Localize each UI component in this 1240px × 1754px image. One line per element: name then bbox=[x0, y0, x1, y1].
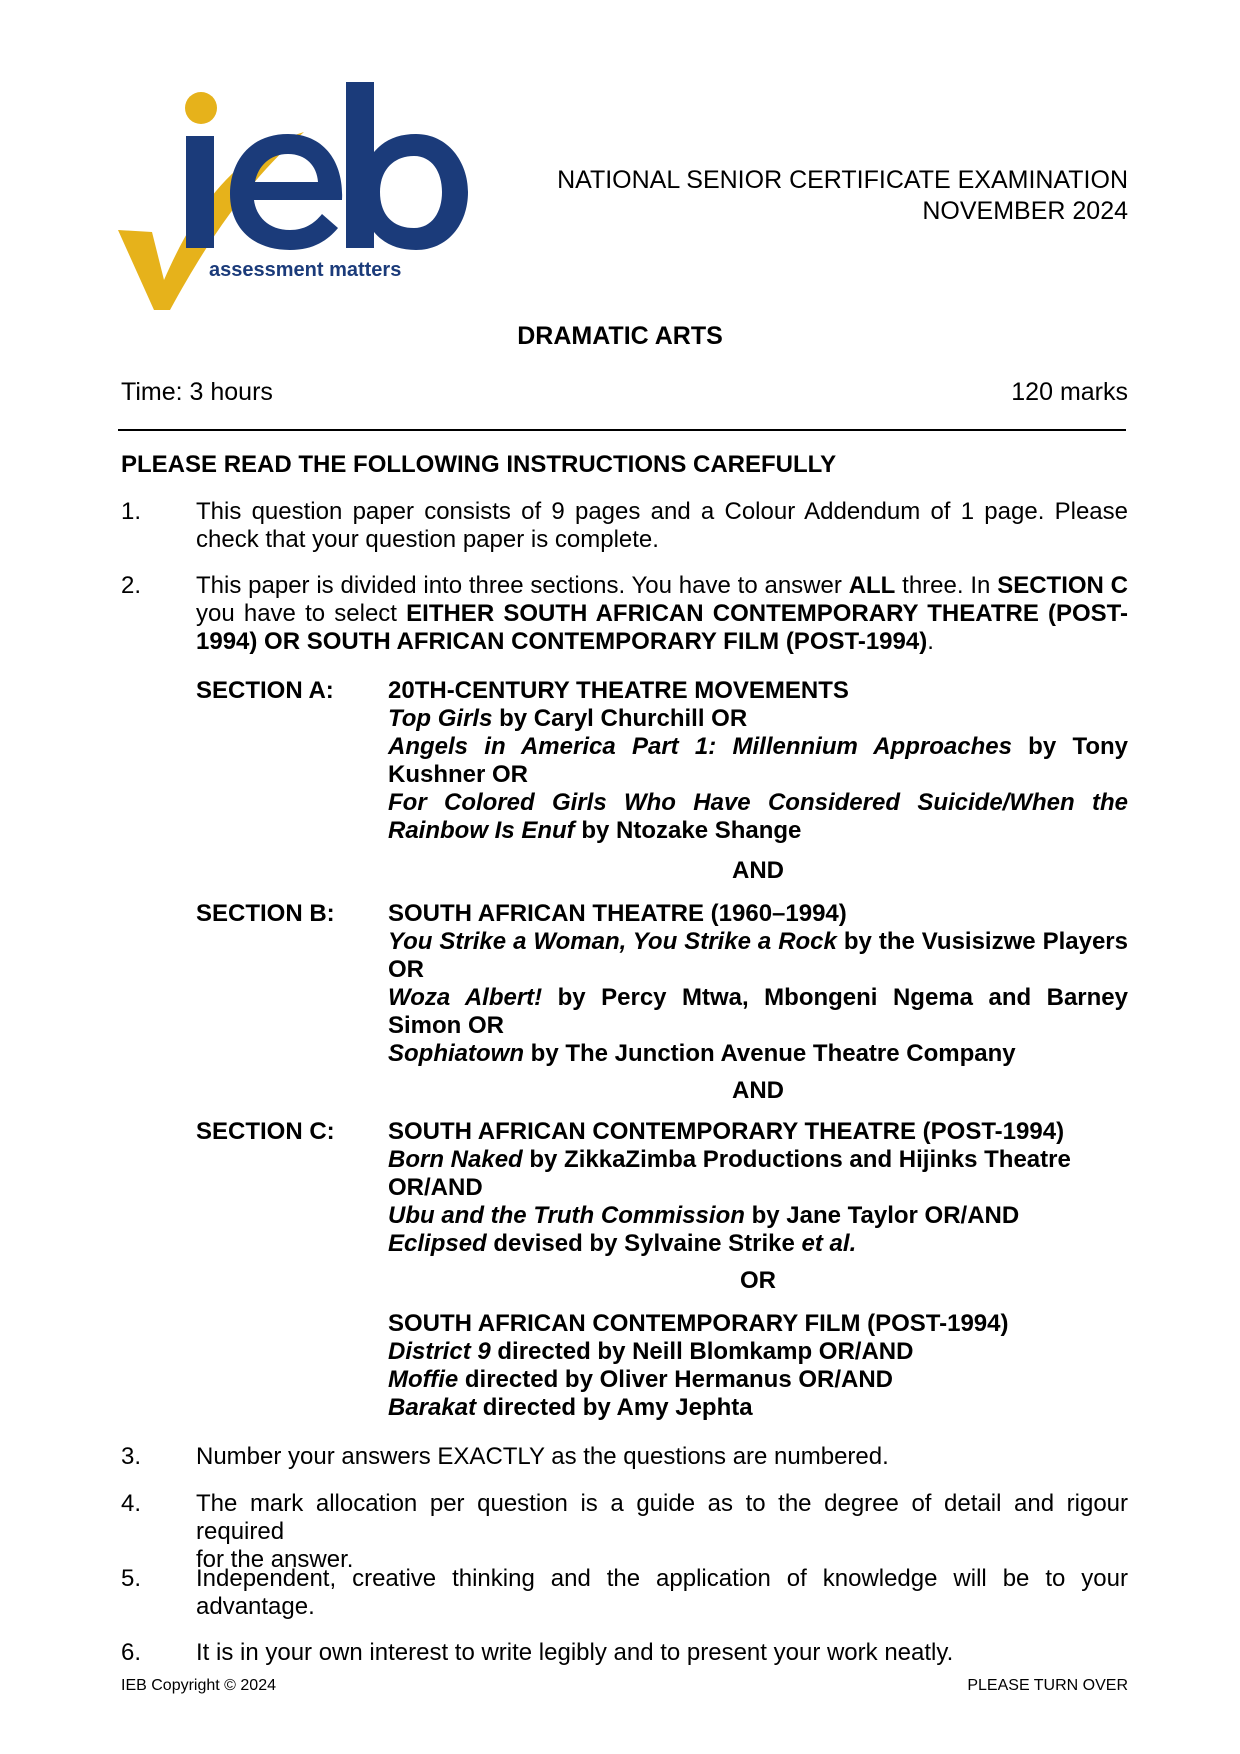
prescribed-work: Rainbow Is Enuf by Ntozake Shange bbox=[388, 817, 802, 844]
section-title: SOUTH AFRICAN THEATRE (1960–1994) bbox=[388, 900, 847, 927]
instruction-text: for the answer. bbox=[196, 1546, 354, 1573]
b-bowl-icon bbox=[374, 134, 468, 250]
section-a-label: SECTION A: bbox=[196, 677, 334, 704]
ieb-logo bbox=[118, 82, 468, 312]
section-title: SOUTH AFRICAN CONTEMPORARY FILM (POST-1994) bbox=[388, 1310, 1009, 1337]
instruction-text: you have to select EITHER SOUTH AFRICAN CONTEMPORARY THEATRE (POST- bbox=[196, 600, 1128, 627]
exam-title: NATIONAL SENIOR CERTIFICATE EXAMINATION bbox=[557, 166, 1128, 194]
section-c-label: SECTION C: bbox=[196, 1118, 335, 1145]
prescribed-work: Angels in America Part 1: Millennium Approaches by Tony bbox=[388, 733, 1128, 760]
prescribed-work: Top Girls by Caryl Churchill OR bbox=[388, 705, 748, 732]
prescribed-work: Ubu and the Truth Commission by Jane Taylor OR/AND bbox=[388, 1202, 1020, 1229]
section-title: SOUTH AFRICAN CONTEMPORARY THEATRE (POST-1994) bbox=[388, 1118, 1065, 1145]
prescribed-film: District 9 directed by Neill Blomkamp OR/AND bbox=[388, 1338, 914, 1365]
instruction-text: 1994) OR SOUTH AFRICAN CONTEMPORARY FILM (POST-1994). bbox=[196, 628, 934, 655]
and-separator: AND bbox=[732, 857, 784, 884]
prescribed-work: Sophiatown by The Junction Avenue Theatre Company bbox=[388, 1040, 1016, 1067]
section-b-content bbox=[388, 900, 1128, 1068]
instruction-number: 5. bbox=[121, 1565, 142, 1592]
subject-title: DRAMATIC ARTS bbox=[517, 322, 723, 350]
section-title: 20TH-CENTURY THEATRE MOVEMENTS bbox=[388, 677, 849, 704]
section-c-film-content bbox=[388, 1310, 1128, 1422]
instruction-number: 4. bbox=[121, 1490, 142, 1517]
prescribed-work: Woza Albert! by Percy Mtwa, Mbongeni Ngema and Barney bbox=[388, 984, 1128, 1011]
instruction-number: 6. bbox=[121, 1639, 142, 1666]
instruction-text: Independent, creative thinking and the application of knowledge will be to your bbox=[196, 1565, 1128, 1592]
instruction-text: It is in your own interest to write legibly and to present your work neatly. bbox=[196, 1639, 954, 1666]
logo-tagline: assessment matters bbox=[209, 259, 402, 281]
section-a-content bbox=[388, 677, 1128, 845]
instruction-number: 3. bbox=[121, 1443, 142, 1470]
prescribed-work: Eclipsed devised by Sylvaine Strike et al. bbox=[388, 1230, 857, 1257]
b-stem-icon bbox=[346, 82, 374, 248]
section-c-content bbox=[388, 1118, 1128, 1258]
instructions-heading: PLEASE READ THE FOLLOWING INSTRUCTIONS CAREFULLY bbox=[121, 451, 837, 478]
instruction-text: The mark allocation per question is a guide as to the degree of detail and rigour required bbox=[196, 1490, 1128, 1545]
prescribed-work: Born Naked by ZikkaZimba Productions and Hijinks Theatre bbox=[388, 1146, 1071, 1173]
instruction-text: advantage. bbox=[196, 1593, 315, 1620]
e-letter-icon bbox=[230, 134, 342, 250]
instruction-text: This paper is divided into three sections. You have to answer ALL three. In SECTION C bbox=[196, 572, 1129, 599]
section-b-label: SECTION B: bbox=[196, 900, 335, 927]
prescribed-work: OR bbox=[388, 956, 424, 983]
header-divider bbox=[118, 429, 1126, 431]
footer-turn-over: PLEASE TURN OVER bbox=[967, 1677, 1128, 1694]
instruction-number: 2. bbox=[121, 572, 142, 599]
prescribed-work: OR/AND bbox=[388, 1174, 483, 1201]
prescribed-work: Kushner OR bbox=[388, 761, 529, 788]
instruction-text: This question paper consists of 9 pages and a Colour Addendum of 1 page. Please bbox=[196, 498, 1128, 525]
instruction-number: 1. bbox=[121, 498, 142, 525]
total-marks: 120 marks bbox=[1011, 378, 1128, 406]
footer-copyright: IEB Copyright © 2024 bbox=[121, 1677, 276, 1694]
or-separator: OR bbox=[740, 1267, 776, 1294]
and-separator: AND bbox=[732, 1077, 784, 1104]
prescribed-work: Simon OR bbox=[388, 1012, 505, 1039]
i-stem-icon bbox=[186, 136, 214, 248]
prescribed-work: You Strike a Woman, You Strike a Rock by the Vusisizwe Players bbox=[388, 928, 1128, 955]
ieb-logo-mark bbox=[118, 82, 468, 312]
time-allowed: Time: 3 hours bbox=[121, 378, 273, 406]
i-dot-icon bbox=[185, 92, 217, 124]
prescribed-work: For Colored Girls Who Have Considered Suicide/When the bbox=[388, 789, 1128, 816]
instruction-text: Number your answers EXACTLY as the questions are numbered. bbox=[196, 1443, 889, 1470]
prescribed-film: Barakat directed by Amy Jephta bbox=[388, 1394, 753, 1421]
prescribed-film: Moffie directed by Oliver Hermanus OR/AND bbox=[388, 1366, 894, 1393]
instruction-text: check that your question paper is complete. bbox=[196, 526, 659, 553]
exam-session: NOVEMBER 2024 bbox=[922, 197, 1128, 225]
